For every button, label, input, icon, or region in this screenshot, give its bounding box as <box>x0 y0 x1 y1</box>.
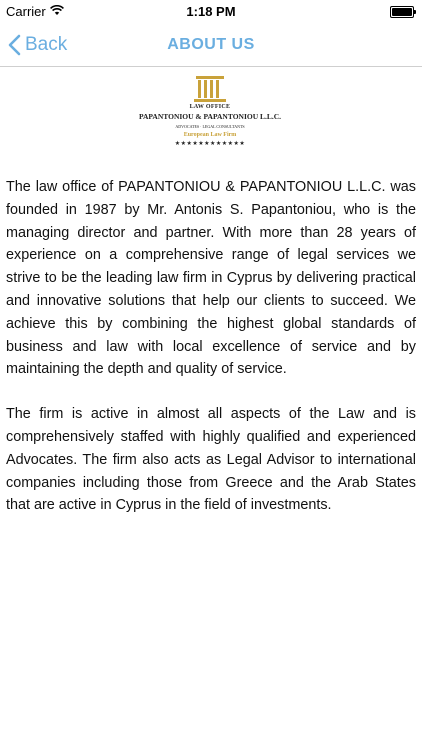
navigation-bar <box>0 24 422 67</box>
status-time: 1:18 PM <box>186 4 236 19</box>
logo-line-law-office: LAW OFFICE <box>189 104 231 110</box>
battery-icon <box>390 6 414 18</box>
back-label: Back <box>25 34 68 55</box>
law-office-logo <box>134 74 286 154</box>
logo-line-firm-name: PAPANTONIOU & PAPANTONIOU L.L.C. <box>138 112 282 121</box>
about-paragraph-2: The firm is active in almost all aspects of the Law and is comprehensively staffed with highly qualified and experienced Advocates. The firm also acts as Legal Advisor to international companies including those from Greece and the Arab States that are active in Cyprus in the field of investments. <box>6 406 416 514</box>
columns-emblem-icon <box>134 74 286 104</box>
logo-stars: ★★★★★★★★★★★★ <box>174 141 246 147</box>
about-paragraph-1: The law office of PAPANTONIOU & PAPANTONIOU L.L.C. was founded in 1987 by Mr. Antonis S. Papantoniou, who is the managing director and partner. With more than 28 years of experience on a comprehensive range of legal services we strive to be the leading law firm in Cyprus by delivering practical and innovative solutions that help our clients to succeed. We achieve this by combining the highest global standards of business and law with local excellence of service and by maintaining the depth and quality of service. <box>6 179 416 378</box>
status-bar <box>0 0 422 24</box>
logo-line-european: European Law Firm <box>183 132 237 138</box>
logo-line-advocates: ADVOCATES · LEGAL CONSULTANTS <box>175 124 245 129</box>
about-content <box>6 176 416 539</box>
carrier-label: Carrier <box>6 4 46 19</box>
page-title: ABOUT US <box>167 36 255 53</box>
